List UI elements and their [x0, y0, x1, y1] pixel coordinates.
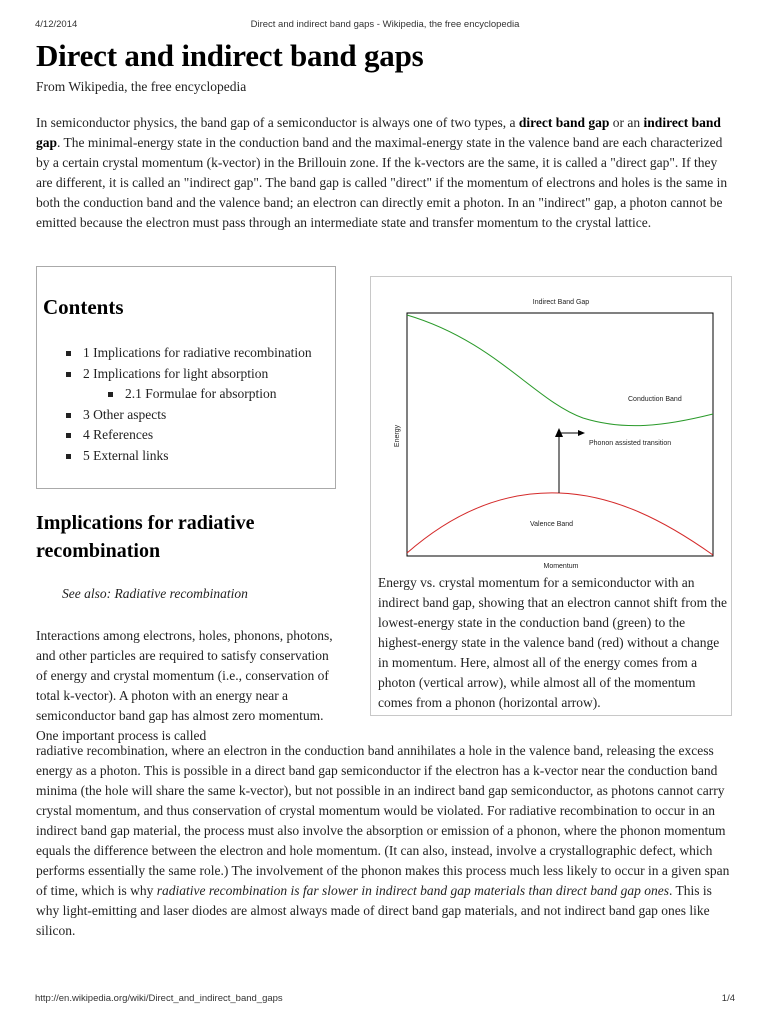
toc-item-formulae-absorption[interactable]: 2.1 Formulae for absorption — [66, 384, 341, 405]
page-title: Direct and indirect band gaps — [36, 38, 424, 73]
emphasis-text: radiative recombination is far slower in indirect band gap materials than direct band gap ones — [156, 883, 669, 898]
conduction-band-label: Conduction Band — [628, 396, 682, 403]
band-gap-figure — [370, 276, 732, 716]
phonon-transition-label: Phonon assisted transition — [589, 440, 672, 447]
toc-item-external-links[interactable]: 5 External links — [66, 446, 341, 467]
toc-item-implications-radiative[interactable]: 1 Implications for radiative recombination — [66, 343, 341, 364]
print-url: http://en.wikipedia.org/wiki/Direct_and_indirect_band_gaps — [35, 993, 283, 1004]
direct-band-gap-term: direct band gap — [518, 115, 610, 130]
toc-item-implications-absorption[interactable]: 2 Implications for light absorption — [66, 364, 341, 385]
section-paragraph-main: radiative recombination, where an electron in the conduction band annihilates a hole in the valence band, releasing the excess energy as a photon. This is possible in a direct band gap semiconductor if the electron has a k-vector near the conduction band minima (the hole will share the same k-vector), but not possible in an indirect band gap semiconductor, as photons cannot carry crystal momentum, and thus conservation of crystal momentum would be violated. For radiative recombination to occur in an indirect band gap material, the process must also involve the absorption or emission of a phonon, where the phonon momentum equals the difference between the electron and hole momentum. (It can also, instead, involve a crystallographic defect, which performs essentially the same role.) The involvement of the phonon makes this process much less likely to occur in a given span of time, which is why radiative recombination is far slower in indirect band gap materials than direct band gap ones. This is why light-emitting and laser diodes are almost always made of direct band gap materials, and not indirect band gap ones like silicon. — [36, 743, 730, 938]
energy-axis-label: Energy — [394, 424, 401, 448]
indirect-band-gap-term: indirect band gap — [36, 115, 721, 150]
diagram-title: Indirect Band Gap — [532, 299, 590, 306]
momentum-axis-label: Momentum — [543, 563, 579, 569]
print-date: 4/12/2014 — [35, 19, 78, 30]
figure-caption: Energy vs. crystal momentum for a semiconductor with an indirect band gap, showing that an electron cannot shift from the lowest-energy state in the conduction band (green) to the highest-energy state in the valence band (red) without a change in momentum. Here, almost all of the energy comes from a photon (vertical arrow), while almost all of the momentum comes from a phonon (horizontal arrow). — [378, 575, 728, 710]
toc-heading: Contents — [43, 295, 124, 319]
toc-item-other-aspects[interactable]: 3 Other aspects — [66, 405, 341, 426]
toc-list — [66, 343, 341, 467]
valence-band-label: Valence Band — [530, 521, 574, 528]
conduction-band-curve — [407, 315, 713, 426]
table-of-contents — [36, 266, 336, 489]
band-gap-diagram — [375, 281, 727, 569]
print-footer — [35, 993, 735, 1007]
toc-item-references[interactable]: 4 References — [66, 425, 341, 446]
phonon-arrowhead — [578, 430, 585, 436]
section-paragraph-intro: Interactions among electrons, holes, phonons, photons, and other particles are required to satisfy conservation of energy and crystal momentum (i.e., conservation of total k-vector). A photon with an energy near a semiconductor band gap has almost zero momentum. One important process is called — [36, 628, 333, 743]
site-tagline: From Wikipedia, the free encyclopedia — [36, 79, 247, 94]
print-page-title: Direct and indirect band gaps - Wikipedia, the free encyclopedia — [250, 19, 520, 30]
section-heading-radiative-recombination: Implications for radiative recombination — [36, 512, 255, 562]
print-page-number: 1/4 — [721, 993, 735, 1004]
intro-paragraph: In semiconductor physics, the band gap of a semiconductor is always one of two types, a direct band gap or an indirect band gap. The minimal-energy state in the conduction band and the maximal-energy state in the valence band are each characterized by a certain crystal momentum (k-vector) in the Brillouin zone. If the k-vectors are the same, it is called a "direct gap". If they are different, it is called an "indirect gap". The band gap is called "direct" if the momentum of electrons and holes is the same in both the conduction band and the valence band; an electron can directly emit a photon. In an "indirect" gap, a photon cannot be emitted because the electron must pass through an intermediate state and transfer momentum to the crystal lattice. — [36, 115, 728, 230]
see-also-link[interactable]: See also: Radiative recombination — [62, 586, 248, 601]
print-header — [35, 19, 735, 33]
